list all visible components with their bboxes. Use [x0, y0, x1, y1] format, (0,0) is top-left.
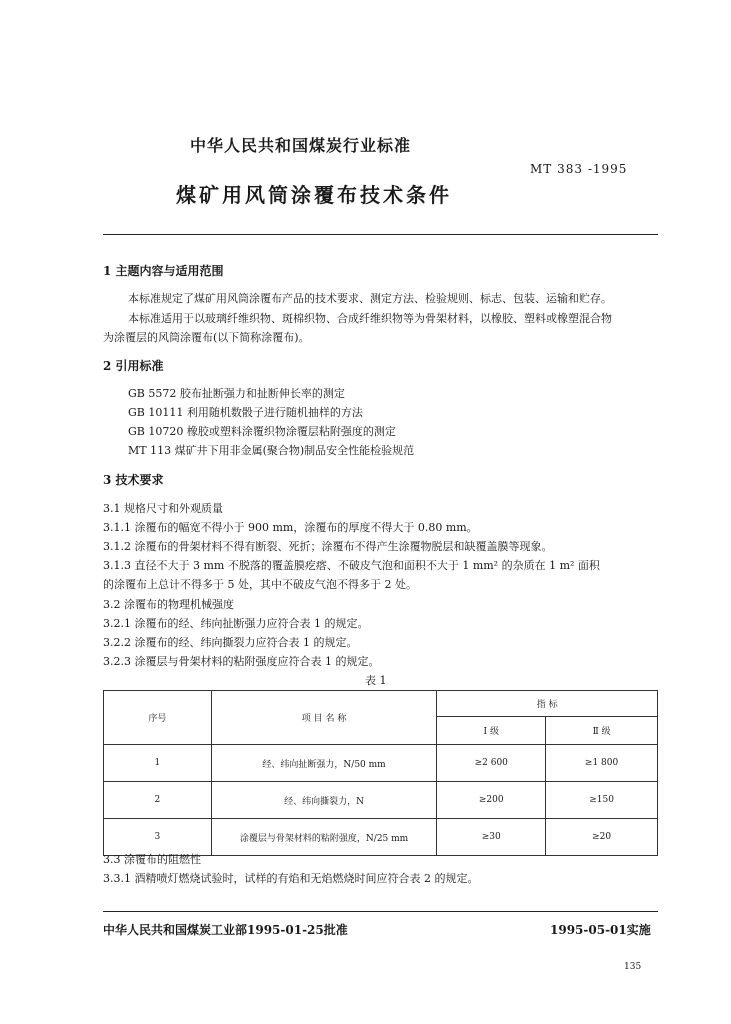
clause-3-1: 3.1 规格尺寸和外观质量 [103, 502, 223, 515]
reference-item: GB 10720 橡胶或塑料涂覆织物涂覆层粘附强度的测定 [128, 425, 396, 438]
header-item: 项 目 名 称 [211, 691, 437, 745]
row-grade-1: ≥200 [437, 782, 546, 819]
row-grade-1: ≥30 [437, 819, 546, 856]
table-row [104, 819, 658, 856]
header-no: 序号 [104, 691, 212, 745]
document-title: 煤矿用风筒涂覆布技术条件 [176, 183, 452, 207]
header-grade-1: I 级 [437, 717, 546, 745]
row-no: 2 [104, 782, 212, 819]
table-caption: 表 1 [365, 674, 387, 687]
section-3-heading: 3 技术要求 [103, 473, 164, 487]
table-row [104, 745, 658, 782]
clause-3-2-1: 3.2.1 涂覆布的经、纬向扯断强力应符合表 1 的规定。 [103, 617, 369, 630]
row-item: 经、纬向扯断强力，N/50 mm [211, 745, 437, 782]
row-item: 经、纬向撕裂力，N [211, 782, 437, 819]
clause-3-3: 3.3 涂覆布的阻燃性 [103, 853, 201, 866]
row-item: 涂覆层与骨架材料的粘附强度，N/25 mm [211, 819, 437, 856]
clause-3-2-3: 3.2.3 涂覆层与骨架材料的粘附强度应符合表 1 的规定。 [103, 655, 380, 668]
standard-org-heading: 中华人民共和国煤炭行业标准 [190, 136, 412, 155]
section-2-heading: 2 引用标准 [103, 359, 164, 373]
standard-code: MT 383 -1995 [530, 162, 628, 176]
row-no: 3 [104, 819, 212, 856]
approval-line: 中华人民共和国煤炭工业部1995-01-25批准 [103, 923, 348, 937]
clause-3-2: 3.2 涂覆布的物理机械强度 [103, 598, 234, 611]
header-divider [103, 234, 658, 235]
effective-date: 1995-05-01实施 [550, 923, 651, 937]
clause-3-3-1: 3.3.1 酒精喷灯燃烧试验时，试样的有焰和无焰燃烧时间应符合表 2 的规定。 [103, 872, 479, 885]
header-index: 指 标 [437, 691, 658, 717]
row-grade-2: ≥150 [546, 782, 658, 819]
table-row [104, 782, 658, 819]
section-1-paragraph-1: 本标准规定了煤矿用风筒涂覆布产品的技术要求、测定方法、检验规则、标志、包装、运输和贮存。 [128, 292, 612, 305]
section-1-heading: 1 主题内容与适用范围 [103, 264, 224, 278]
section-1-paragraph-2-cont: 为涂覆层的风筒涂覆布(以下简称涂覆布)。 [103, 331, 310, 344]
reference-item: MT 113 煤矿井下用非金属(聚合物)制品安全性能检验规范 [128, 444, 415, 457]
header-grade-2: Ⅱ 级 [546, 717, 658, 745]
reference-item: GB 10111 利用随机数骰子进行随机抽样的方法 [128, 406, 363, 419]
clause-3-1-3: 3.1.3 直径不大于 3 mm 不脱落的覆盖膜疙瘩、不破皮气泡和面积不大于 1 mm² 的杂质在 1 m² 面积 [103, 559, 600, 572]
clause-3-1-3-cont: 的涂覆布上总计不得多于 5 处，其中不破皮气泡不得多于 2 处。 [103, 578, 417, 591]
reference-item: GB 5572 胶布扯断强力和扯断伸长率的测定 [128, 387, 345, 400]
page-number: 135 [624, 962, 642, 972]
row-no: 1 [104, 745, 212, 782]
clause-3-2-2: 3.2.2 涂覆布的经、纬向撕裂力应符合表 1 的规定。 [103, 636, 358, 649]
section-1-paragraph-2: 本标准适用于以玻璃纤维织物、斑棉织物、合成纤维织物等为骨架材料，以橡胶、塑料或橡塑混合物 [128, 312, 612, 325]
clause-3-1-2: 3.1.2 涂覆布的骨架材料不得有断裂、死折；涂覆布不得产生涂覆物脱层和缺覆盖膜等现象。 [103, 540, 553, 553]
requirements-table [103, 690, 658, 856]
row-grade-1: ≥2 600 [437, 745, 546, 782]
footer-divider [103, 911, 658, 912]
row-grade-2: ≥1 800 [546, 745, 658, 782]
row-grade-2: ≥20 [546, 819, 658, 856]
clause-3-1-1: 3.1.1 涂覆布的幅宽不得小于 900 mm，涂覆布的厚度不得大于 0.80 mm。 [103, 521, 478, 534]
